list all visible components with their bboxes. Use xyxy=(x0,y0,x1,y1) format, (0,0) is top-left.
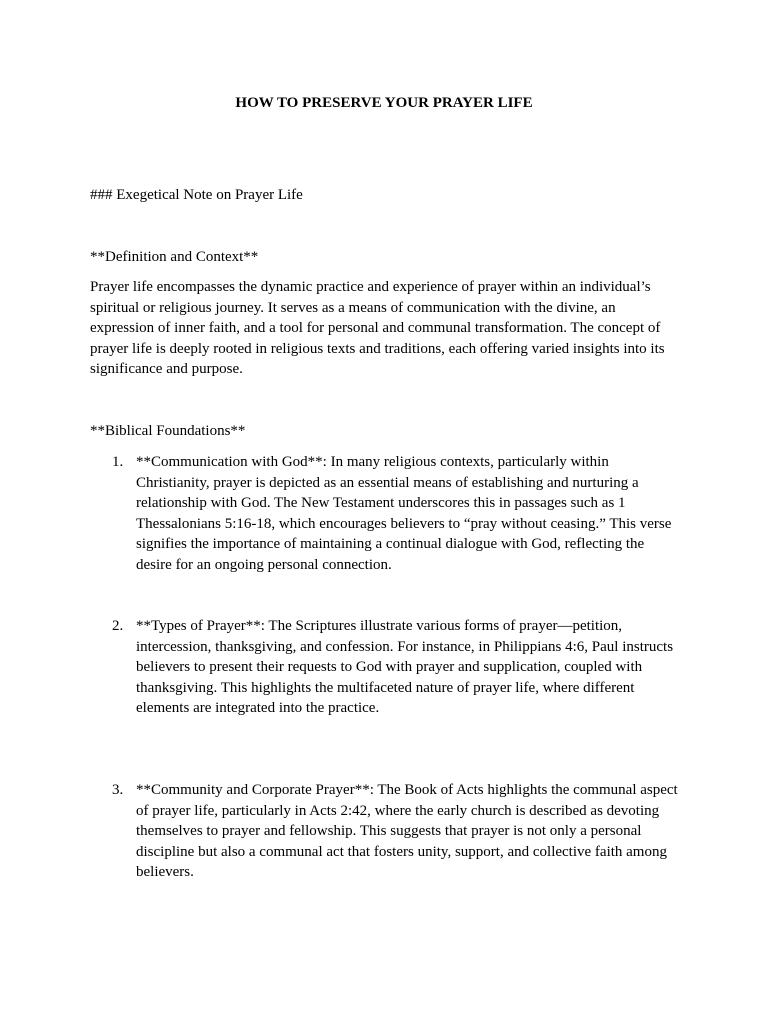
list-item xyxy=(90,616,680,719)
section-heading: ### Exegetical Note on Prayer Life xyxy=(90,187,303,203)
list-item-number: 2. xyxy=(112,618,124,634)
definition-paragraph: Prayer life encompasses the dynamic practice and experience of prayer within an individual’s spiritual or religious journey. It serves as a means of communication with the divine, an expression of inner faith, and a tool for personal and communal transformation. The concept of prayer life is deeply rooted in religious texts and traditions, each offering varied insights into its significance and purpose. xyxy=(90,279,665,378)
list-item-number: 1. xyxy=(112,454,124,470)
definition-heading: **Definition and Context** xyxy=(90,249,259,265)
list-item-number: 3. xyxy=(112,782,124,798)
list-item-text: **Types of Prayer**: The Scriptures illustrate various forms of prayer—petition, intercession, thanksgiving, and confession. For instance, in Philippians 4:6, Paul instructs believers to present their requests to God with prayer and supplication, coupled with thanksgiving. This highlights the multifaceted nature of prayer life, where different elements are integrated into the practice. xyxy=(136,618,674,717)
document-title: HOW TO PRESERVE YOUR PRAYER LIFE xyxy=(235,95,533,111)
list-item-text: **Communication with God**: In many religious contexts, particularly within Christianity, prayer is depicted as an essential means of establishing and nurturing a relationship with God. The New Testament underscores this in passages such as 1 Thessalonians 5:16-18, which encourages believers to “pray without ceasing.” This verse signifies the importance of maintaining a continual dialogue with God, reflecting the desire for an ongoing personal connection. xyxy=(136,454,672,573)
list-item xyxy=(90,452,680,576)
list-item xyxy=(90,780,680,883)
biblical-heading: **Biblical Foundations** xyxy=(90,423,246,439)
list-item-text: **Community and Corporate Prayer**: The Book of Acts highlights the communal aspect of prayer life, particularly in Acts 2:42, where the early church is described as devoting themselves to prayer and fellowship. This suggests that prayer is not only a personal discipline but also a communal act that fosters unity, support, and collective faith among believers. xyxy=(136,782,678,881)
